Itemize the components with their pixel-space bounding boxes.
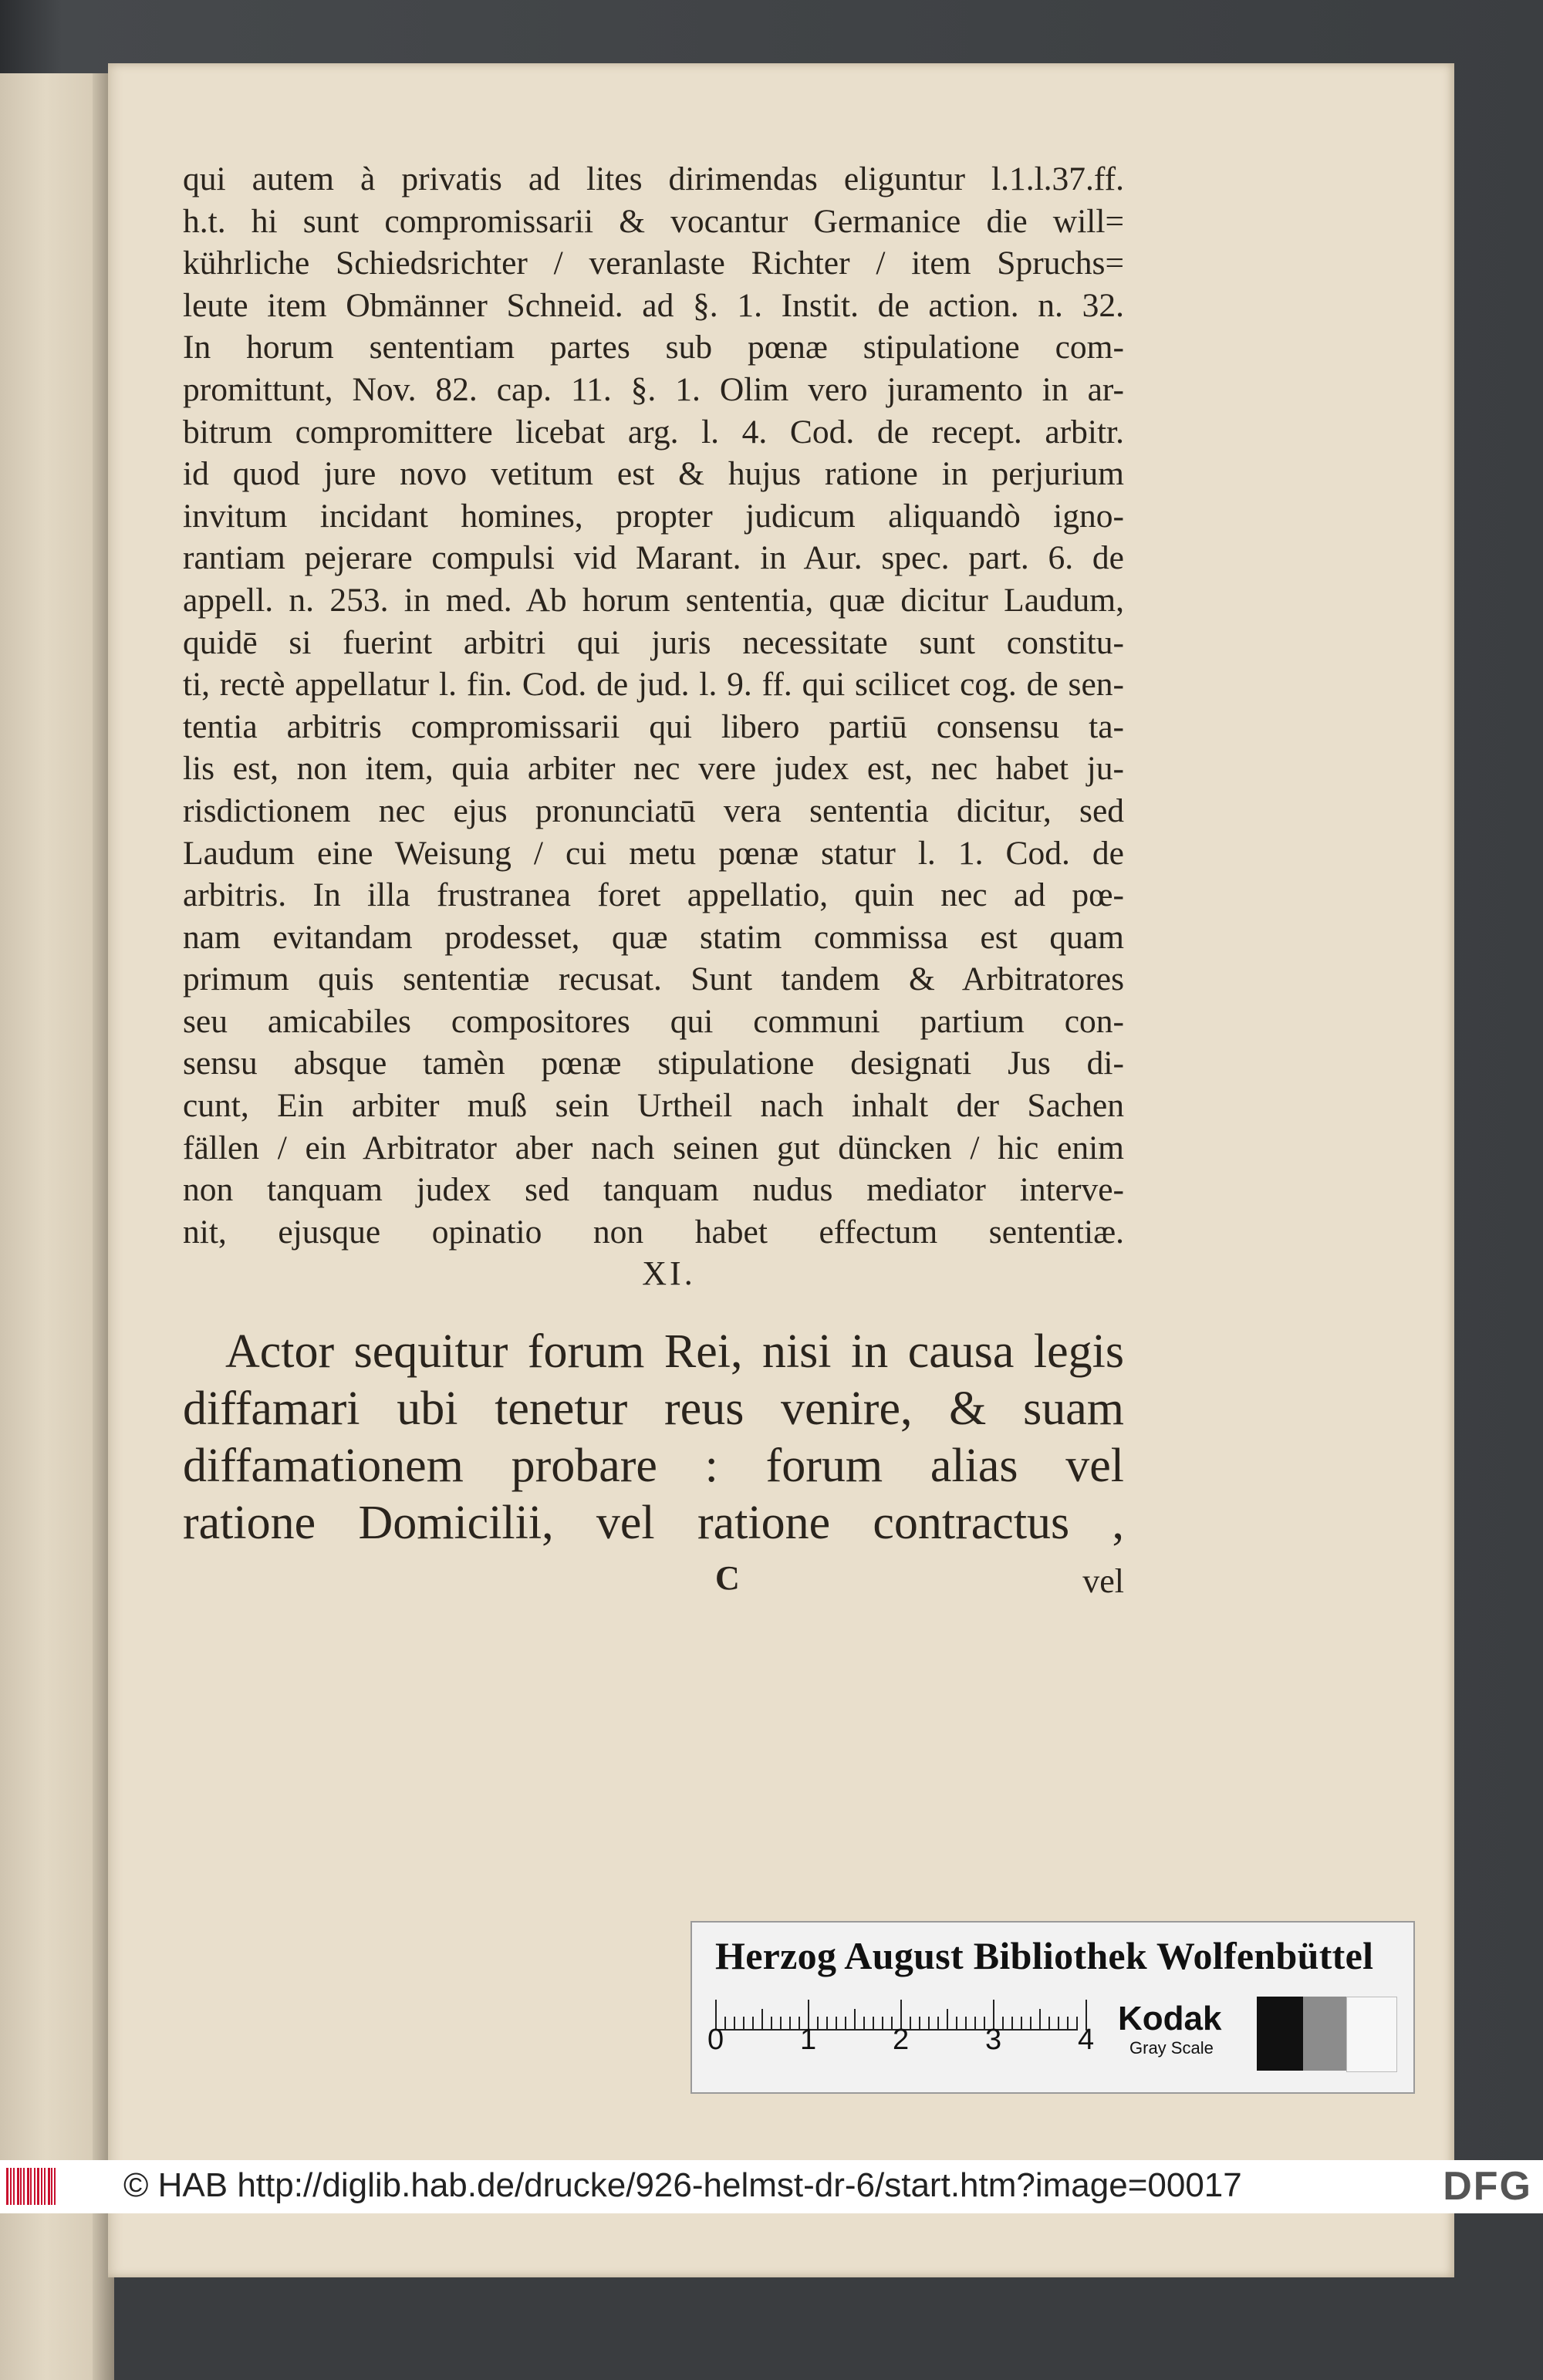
large-text-line: Actor sequitur forum Rei, nisi in causa legis bbox=[225, 1325, 1124, 1378]
ruler-tick bbox=[1048, 2017, 1050, 2031]
ruler-tick bbox=[919, 2017, 920, 2031]
ruler-tick bbox=[1011, 2017, 1013, 2031]
ruler-tick bbox=[1021, 2017, 1022, 2031]
large-text-line: diffamari ubi tenetur reus venire, & suam bbox=[183, 1382, 1124, 1435]
ruler-tick bbox=[854, 2009, 856, 2031]
text-line: nam evitandam prodesset, quæ statim commissa est quam bbox=[183, 918, 1124, 956]
ruler-tick bbox=[780, 2017, 782, 2031]
ruler-tick bbox=[1039, 2009, 1041, 2031]
ruler-tick bbox=[734, 2017, 735, 2031]
ruler-tick bbox=[826, 2017, 828, 2031]
text-line: cunt, Ein arbiter muß sein Urtheil nach inhalt der Sachen bbox=[183, 1087, 1124, 1125]
text-line: risdictionem nec ejus pronunciatū vera sententia dicitur, sed bbox=[183, 792, 1124, 829]
ruler-tick bbox=[1067, 2017, 1069, 2031]
ruler-tick bbox=[965, 2017, 967, 2031]
dfg-logo: DFG bbox=[1443, 2164, 1532, 2209]
section-heading: XI. bbox=[642, 1254, 696, 1293]
ruler-tick bbox=[845, 2017, 846, 2031]
text-line: sensu absque tamèn pœnæ stipulatione designati Jus di- bbox=[183, 1045, 1124, 1082]
text-line: invitum incidant homines, propter judicum aliquandò igno- bbox=[183, 497, 1124, 535]
text-line: Laudum eine Weisung / cui metu pœnæ statur l. 1. Cod. de bbox=[183, 834, 1124, 872]
text-line: lis est, non item, quia arbiter nec vere judex est, nec habet ju- bbox=[183, 750, 1124, 788]
text-line: promittunt, Nov. 82. cap. 11. §. 1. Olim vero juramento in ar- bbox=[183, 370, 1124, 408]
catchword: vel bbox=[1082, 1562, 1124, 1600]
footer-bar bbox=[0, 2160, 1543, 2213]
ruler-tick bbox=[910, 2017, 911, 2031]
large-text-block bbox=[183, 1323, 1124, 1551]
ruler-tick bbox=[752, 2017, 754, 2031]
ruler-tick bbox=[761, 2009, 763, 2031]
ruler-tick bbox=[947, 2009, 948, 2031]
ruler-tick bbox=[863, 2017, 865, 2031]
text-line: h.t. hi sunt compromissarii & vocantur Germanice die will= bbox=[183, 202, 1124, 240]
ruler-tick bbox=[789, 2017, 791, 2031]
ruler-tick bbox=[724, 2017, 726, 2031]
ruler-tick bbox=[974, 2017, 976, 2031]
brand-subtitle: Gray Scale bbox=[1129, 2038, 1214, 2058]
footer-url[interactable]: © HAB http://diglib.hab.de/drucke/926-helmst-dr-6/start.htm?image=00017 bbox=[123, 2166, 1242, 2204]
swatch-black bbox=[1257, 1997, 1303, 2071]
ruler-tick bbox=[882, 2017, 883, 2031]
ruler-number: 1 bbox=[800, 2024, 817, 2056]
text-line: tentia arbitris compromissarii qui libero partiū consensu ta- bbox=[183, 707, 1124, 745]
ruler-number: 0 bbox=[707, 2024, 724, 2056]
ruler-tick bbox=[771, 2017, 772, 2031]
text-line: quidē si fuerint arbitri qui juris necessitate sunt constitu- bbox=[183, 623, 1124, 661]
text-line: kührliche Schiedsrichter / veranlaste Richter / item Spruchs= bbox=[183, 245, 1124, 282]
ruler-tick bbox=[937, 2017, 939, 2031]
text-line: non tanquam judex sed tanquam nudus mediator interve- bbox=[183, 1171, 1124, 1209]
ruler-tick bbox=[1030, 2017, 1031, 2031]
swatch-white bbox=[1346, 1997, 1397, 2072]
text-line: bitrum compromittere licebat arg. l. 4. Cod. de recept. arbitr. bbox=[183, 413, 1124, 451]
ruler-tick bbox=[956, 2017, 957, 2031]
text-line: primum quis sententiæ recusat. Sunt tandem & Arbitratores bbox=[183, 960, 1124, 998]
body-text bbox=[183, 158, 1124, 1295]
text-line: arbitris. In illa frustranea foret appellatio, quin nec ad pœ- bbox=[183, 876, 1124, 914]
library-name: Herzog August Bibliothek Wolfenbüttel bbox=[715, 1934, 1374, 1977]
ruler-tick bbox=[873, 2017, 874, 2031]
ruler-tick bbox=[817, 2017, 819, 2031]
large-text-line: diffamationem probare : forum alias vel bbox=[183, 1440, 1124, 1492]
text-line: seu amicabiles compositores qui communi partium con- bbox=[183, 1002, 1124, 1040]
ruler-number: 3 bbox=[985, 2024, 1002, 2056]
text-line: fällen / ein Arbitrator aber nach seinen gut düncken / hic enim bbox=[183, 1129, 1124, 1166]
color-reference-card bbox=[690, 1921, 1415, 2094]
ruler-tick bbox=[928, 2017, 930, 2031]
text-line: rantiam pejerare compulsi vid Marant. in Aur. spec. part. 6. de bbox=[183, 539, 1124, 577]
text-line: id quod jure novo vetitum est & hujus ratione in perjurium bbox=[183, 455, 1124, 493]
ruler-tick bbox=[836, 2017, 837, 2031]
text-line: ti, rectè appellatur l. fin. Cod. de jud. l. 9. ff. qui scilicet cog. de sen- bbox=[183, 666, 1124, 704]
text-line: In horum sententiam partes sub pœnæ stipulatione com- bbox=[183, 329, 1124, 366]
large-text-line: ratione Domicilii, vel ratione contractus , bbox=[183, 1497, 1124, 1549]
ruler-tick bbox=[743, 2017, 744, 2031]
barcode-icon bbox=[6, 2168, 60, 2205]
signature-mark: C bbox=[715, 1559, 740, 1597]
swatch-gray bbox=[1303, 1997, 1346, 2071]
text-line: appell. n. 253. in med. Ab horum sententia, quæ dicitur Laudum, bbox=[183, 581, 1124, 619]
scale-ruler bbox=[707, 1992, 1095, 2056]
ruler-tick bbox=[1058, 2017, 1059, 2031]
ruler-tick bbox=[1002, 2017, 1004, 2031]
signature-row bbox=[183, 1558, 1124, 1605]
text-line: qui autem à privatis ad lites dirimendas eliguntur l.1.l.37.ff. bbox=[183, 160, 1124, 197]
ruler-number: 2 bbox=[893, 2024, 910, 2056]
text-line: nit, ejusque opinatio non habet effectum sententiæ. bbox=[183, 1213, 1124, 1251]
ruler-number: 4 bbox=[1078, 2024, 1095, 2056]
text-line: leute item Obmänner Schneid. ad §. 1. Instit. de action. n. 32. bbox=[183, 286, 1124, 324]
brand-name: Kodak bbox=[1118, 2000, 1222, 2037]
